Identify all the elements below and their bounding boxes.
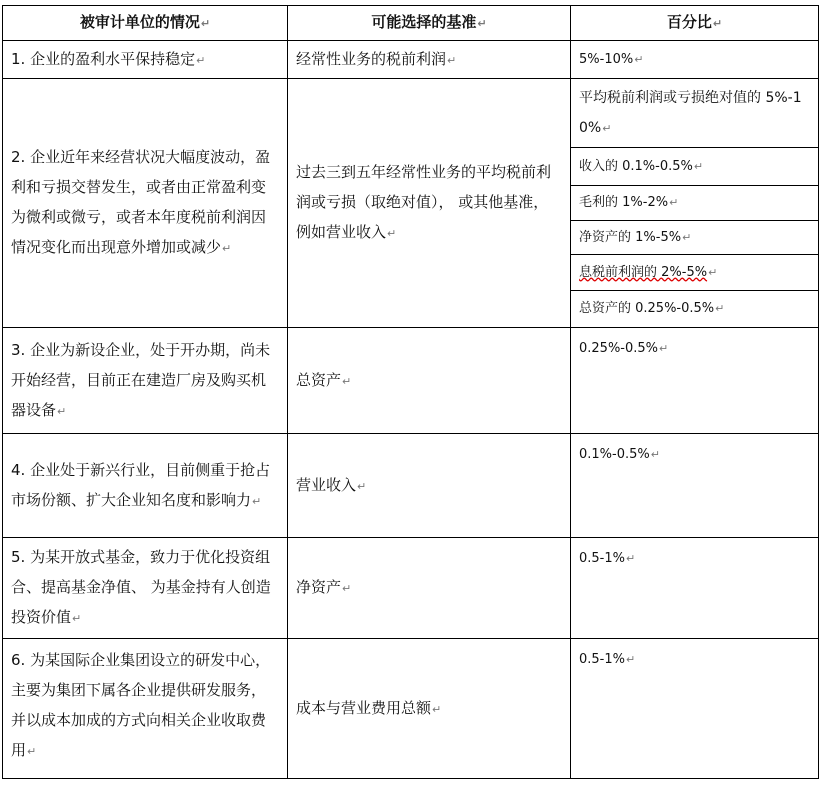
percent-cell: 息税前利润的 2%-5%↵: [571, 255, 819, 291]
percent-cell: 平均税前利润或亏损绝对值的 5%-10%↵: [571, 79, 819, 148]
basis-cell: 总资产↵: [288, 328, 571, 434]
percent-cell: 5%-10%↵: [571, 41, 819, 79]
percent-cell: 净资产的 1%-5%↵: [571, 221, 819, 255]
table-row: [3, 79, 819, 148]
situation-cell: 2. 企业近年来经营状况大幅度波动，盈利和亏损交替发生，或者由正常盈利变为微利或微亏，或者本年度税前利润因情况变化而出现意外增加或减少↵: [3, 79, 288, 328]
table-row: [3, 434, 819, 538]
percent-cell: 0.5-1%↵: [571, 639, 819, 779]
table-row: [3, 328, 819, 434]
percent-cell: 0.1%-0.5%↵: [571, 434, 819, 538]
table-row: [3, 538, 819, 639]
percent-cell: 总资产的 0.25%-0.5%↵: [571, 291, 819, 328]
basis-cell: 成本与营业费用总额↵: [288, 639, 571, 779]
percent-cell: 毛利的 1%-2%↵: [571, 186, 819, 221]
header-row: [3, 6, 819, 41]
percent-cell: 收入的 0.1%-0.5%↵: [571, 148, 819, 186]
basis-cell: 经常性业务的税前利润↵: [288, 41, 571, 79]
percent-cell: 0.25%-0.5%↵: [571, 328, 819, 434]
percent-cell: 0.5-1%↵: [571, 538, 819, 639]
basis-cell: 净资产↵: [288, 538, 571, 639]
header-basis: 可能选择的基准↵: [288, 6, 571, 41]
table-row: [3, 639, 819, 779]
header-situation: 被审计单位的情况↵: [3, 6, 288, 41]
header-percent: 百分比↵: [571, 6, 819, 41]
situation-cell: 1. 企业的盈利水平保持稳定↵: [3, 41, 288, 79]
table-row: [3, 41, 819, 79]
basis-cell: 过去三到五年经常性业务的平均税前利润或亏损（取绝对值）， 或其他基准，例如营业收入↵: [288, 79, 571, 328]
materiality-table: [2, 5, 819, 779]
basis-cell: 营业收入↵: [288, 434, 571, 538]
situation-cell: 4. 企业处于新兴行业，目前侧重于抢占市场份额、扩大企业知名度和影响力↵: [3, 434, 288, 538]
situation-cell: 5. 为某开放式基金，致力于优化投资组合、提高基金净值、 为基金持有人创造投资价值↵: [3, 538, 288, 639]
situation-cell: 3. 企业为新设企业，处于开办期，尚未开始经营，目前正在建造厂房及购买机器设备↵: [3, 328, 288, 434]
situation-cell: 6. 为某国际企业集团设立的研发中心，主要为集团下属各企业提供研发服务，并以成本加成的方式向相关企业收取费用↵: [3, 639, 288, 779]
